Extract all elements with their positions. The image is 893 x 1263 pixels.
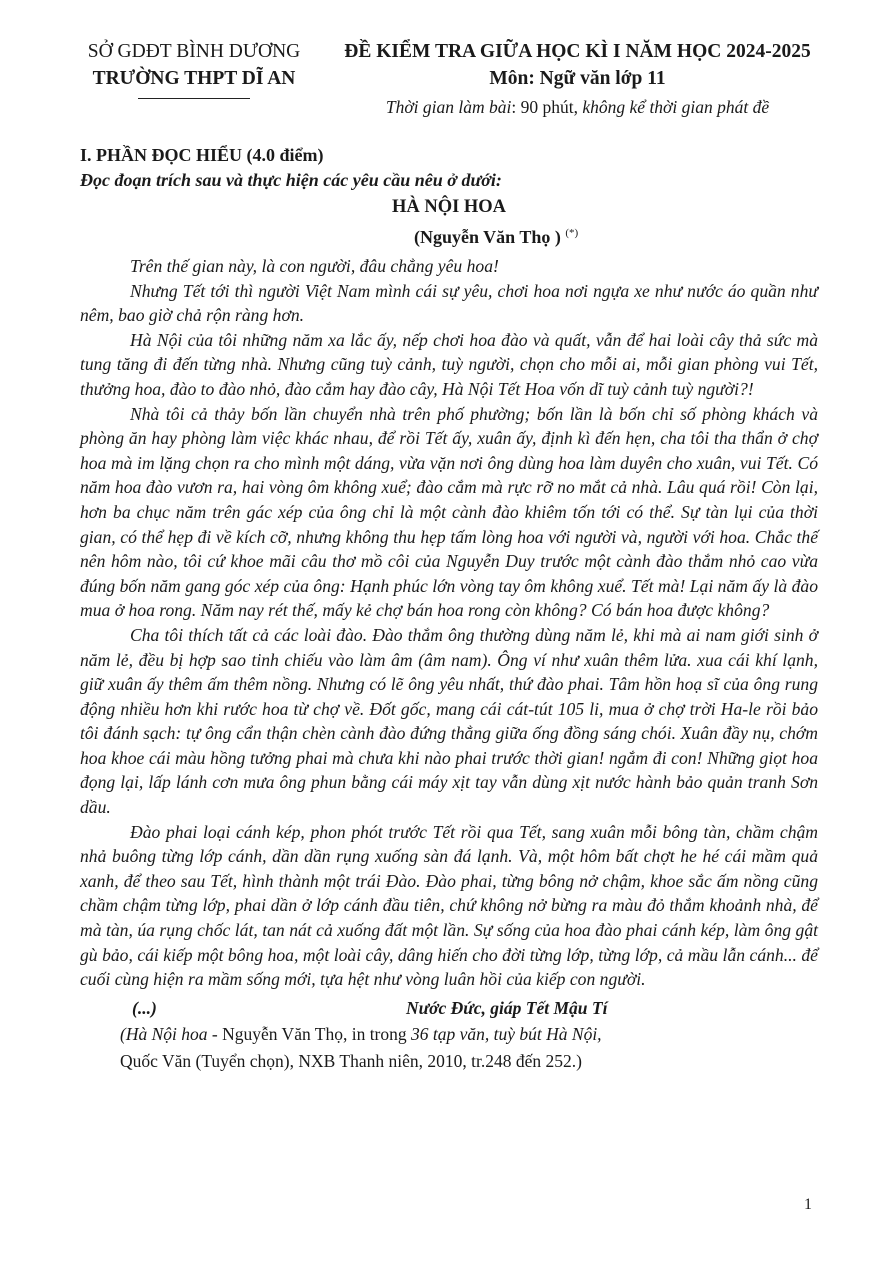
place-date: Nước Đức, giáp Tết Mậu Tí: [406, 997, 608, 1018]
passage-paragraph: Nhưng Tết tới thì người Việt Nam mình cái sự yêu, chơi hoa nơi ngựa xe như nước áo quần như nêm, bao giờ chả rộn ràng hơn.: [80, 280, 818, 326]
page-number: 1: [804, 1196, 812, 1213]
header-underline: [138, 98, 250, 99]
passage-source: [80, 1021, 818, 1075]
passage-signature: [80, 995, 818, 1021]
passage-paragraph: Nhà tôi cả thảy bốn lần chuyển nhà trên phố phường; bốn lần là bốn chỉ số phòng khách và phòng ăn hay phòng làm việc khác nhau, để rồi Tết ấy, xuân ấy, định kì đến hẹn, cha tôi tha thẩn ở chợ hoa mà im lặng chọn ra cho mình một dáng, vừa vặn nơi ông dùng hoa làm duyên cho xuân, vui Tết. Có năm hoa đào vươn ra, hai vòng ôm không xuể; đào cắm mà rực rỡ no mắt cả nhà. Lâu quá rồi! Còn lại, hơn ba chục năm trên gác xép của ông chỉ là một cành đào khiêm tốn tới có thể. Sự tàn lụi của thời gian, có thể hẹp đi về kích cỡ, nhưng không thu hẹp tấm lòng hoa với người và, người với hoa. Chắc thế nên hôm nào, tôi cứ khoe mãi câu thơ mồ côi của Nguyễn Duy trước một cành đào thắm nhỏ cao vừa đúng bốn năm gang góc xép của ông: Hạnh phúc lớn vòng tay ôm không xuể. Tết mà! Lại năm ấy là đào mua ở hoa rong. Năm nay rét thế, mấy kẻ chợ bán hoa rong còn không? Có bán hoa được không?: [80, 403, 818, 621]
passage-paragraph: Cha tôi thích tất cả các loài đào. Đào thắm ông thường dùng năm lẻ, khi mà ai nam giới sinh ở năm lẻ, đều bị hợp sao tinh chiếu vào làm âm (âm nam). Ông ví như xuân thêm lửa. xua cái khí lạnh, giữ xuân ấy thêm ấm thêm nồng. Nhưng có lẽ ông yêu nhất, thứ đào phai. Tâm hồn hoạ sĩ của ông rung động nhiều hơn khi rước hoa từ chợ về. Đốt gốc, mang cái cát-tút 105 li, mua ở chợ trời Ha-le rồi bảo tôi đánh sạch: tự ông cẩn thận chèn cành đào đứng thẳng giữa ống đồng sáng chói. Xuân đầy nụ, chớm hoa khoe cái màu hồng tưởng phai mà chưa khi nào phai trước thời gian! ngắm đi con! Những giọt hoa đọng lại, lấp lánh cơn mưa ông phun bằng cái máy xịt tay vẫn dùng xịt nước hành bảo quản tranh Sơn dầu.: [80, 624, 818, 818]
section-instruction: Đọc đoạn trích sau và thực hiện các yêu cầu nêu ở dưới:: [80, 170, 502, 190]
section-heading: I. PHẦN ĐỌC HIỂU (4.0 điểm): [80, 145, 324, 165]
source-line-1: [120, 1021, 818, 1048]
time-note: không kể thời gian phát đề: [582, 97, 770, 117]
time-value: : 90 phút,: [511, 97, 583, 117]
source-collection: 36 tạp văn, tuỳ bút Hà Nội,: [411, 1023, 602, 1044]
passage-paragraph: Hà Nội của tôi những năm xa lắc ấy, nếp chơi hoa đào và quất, vẫn để hai loài cây thả sức mà tung tăng đi đến từng nhà. Nhưng cũng tuỳ cảnh, tuỳ người, chọn cho mỗi ai, mỗi gian phòng vui Tết, thưởng hoa, đào to đào nhỏ, đào cắm hay đào cây, Hà Nội Tết Hoa vốn dĩ tuỳ cảnh tuỳ người?!: [80, 329, 818, 399]
author-footnote-mark: (*): [565, 227, 579, 239]
time-line: [320, 94, 835, 120]
header-left: [74, 38, 314, 99]
author-name: (Nguyễn Văn Thọ ): [414, 227, 561, 247]
department-name: SỞ GDĐT BÌNH DƯƠNG: [87, 41, 301, 62]
passage-author: [80, 220, 818, 250]
passage-paragraph: Trên thế gian này, là con người, đâu chẳng yêu hoa!: [130, 256, 499, 276]
passage-paragraph: Đào phai loại cánh kép, phon phót trước Tết rồi qua Tết, sang xuân mỗi bông tàn, chầm chậm nhả buông từng lớp cánh, dần dần rụng xuống sàn đá lạnh. Và, một hôm bất chợt he hé cái mầm quả xanh, để theo sau Tết, hình thành một trái Đào. Đào phai, từng bông nở chậm, khoe sắc ấm nồng cũng chầm chậm từng lớp, phai dần ở lớp cánh đầu tiên, chứ không nở bừng ra màu đỏ thắm khoảnh nhà, để mà tàn, úa rụng chốc lát, tan nát cả xuống đất một lần. Sự sống của hoa đào phai cánh kép, làm ông gật gù bảo, cái kiếp một bông hoa, một loài cây, dâng hiến cho đời từng lớp, từng lớp, cả mầu lẫn cánh... để cuối cùng hiện ra mầm sống mới, tựa hệt như vòng luân hồi của kiếp con người.: [80, 821, 818, 990]
source-author: - Nguyễn Văn Thọ, in trong: [207, 1023, 412, 1044]
subject-line: Môn: Ngữ văn lớp 11: [489, 68, 666, 89]
exam-body: [80, 143, 818, 1075]
source-work-title: Hà Nội hoa: [125, 1023, 208, 1044]
passage-title: HÀ NỘI HOA: [391, 197, 507, 217]
header-right: [320, 38, 835, 120]
omission-mark: (...): [132, 997, 157, 1018]
exam-title: ĐỀ KIỂM TRA GIỮA HỌC KÌ I NĂM HỌC 2024-2025: [344, 41, 811, 62]
source-line-2: Quốc Văn (Tuyển chọn), NXB Thanh niên, 2010, tr.248 đến 252.): [120, 1050, 582, 1071]
school-name: TRƯỜNG THPT DĨ AN: [92, 68, 296, 89]
source-open: (: [120, 1023, 126, 1044]
time-label: Thời gian làm bài: [385, 97, 512, 117]
